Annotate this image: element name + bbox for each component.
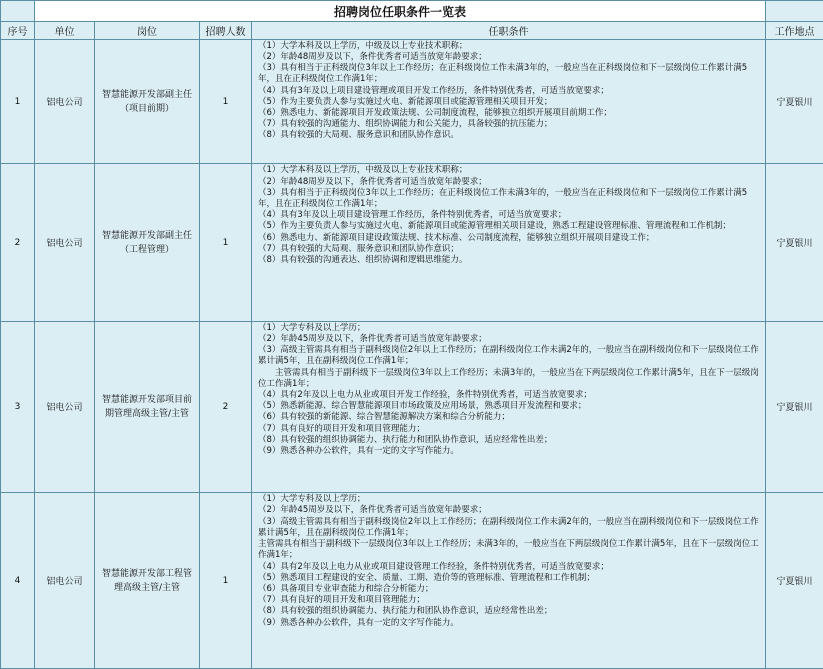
requirement-line: （3）具有相当于正科级岗位3年以上工作经历；在正科级岗位工作未满3年的，一般应当在正科级岗位和下一层级岗位工作累计满5年，且在正科级岗位工作满1年； (258, 63, 748, 85)
requirement-line: （8）具有较强的组织协调能力、执行能力和团队协作意识，适应经常性出差； (258, 606, 553, 617)
requirement-line: 主管需具有相当于副科级下一层级岗位3年以上工作经历；未满3年的，一般应当在下两层级岗位工作累计满5年，且在下一层级岗位工作满1年； (258, 539, 759, 561)
title-left-blank (1, 1, 35, 22)
header-count: 招聘人数 (200, 22, 252, 39)
row-position: 智慧能源开发部副主任（工程管理） (95, 164, 200, 321)
row-location: 宁夏银川 (766, 164, 823, 321)
table-row (1, 39, 823, 164)
row-unit: 铝电公司 (35, 39, 95, 164)
requirement-line: （6）具备项目专业审查能力和综合分析能力； (258, 583, 434, 594)
row-location: 宁夏银川 (766, 321, 823, 493)
requirement-line: （4）具有3年及以上项目建设管理或项目开发工作经历，条件特别优秀者，可适当放宽要求； (258, 85, 609, 96)
row-unit: 铝电公司 (35, 321, 95, 493)
table-row (1, 493, 823, 669)
requirement-line: （7）具有良好的项目开发和项目管理能力； (258, 423, 425, 434)
header-unit: 单位 (35, 22, 95, 39)
requirement-line: （2）年龄45周岁及以下，条件优秀者可适当放宽年龄要求； (258, 333, 487, 344)
requirement-line: （7）具有较强的沟通能力、组织协调能力和公关能力，具备较强的抗压能力； (258, 119, 553, 130)
title-right-blank (766, 1, 823, 22)
header-position: 岗位 (95, 22, 200, 39)
header-requirements: 任职条件 (252, 22, 766, 39)
title-row (1, 1, 823, 22)
row-count: 1 (200, 164, 252, 321)
row-no: 1 (1, 39, 35, 164)
requirement-line: （1）大学本科及以上学历，中级及以上专业技术职称； (258, 40, 468, 51)
requirement-line: （2）年龄45周岁及以下，条件优秀者可适当放宽年龄要求； (258, 505, 487, 516)
requirement-line: （3）高级主管需具有相当于副科级岗位2年以上工作经历；在副科级岗位工作未满2年的，一般应当在副科级岗位和下一层级岗位工作累计满5年，且在副科级岗位工作满1年； (258, 345, 759, 367)
requirement-line: （3）具有相当于正科级岗位3年以上工作经历；在正科级岗位工作未满3年的，一般应当在正科级岗位和下一层级岗位工作累计满5年，且在正科级岗位工作满1年； (258, 187, 748, 210)
requirement-line: （6）具有较强的新能源、综合智慧能源解决方案和综合分析能力； (258, 412, 510, 423)
requirement-line: （7）具有较强的大局观、服务意识和团队协作意识； (258, 243, 459, 254)
requirement-line: （5）作为主要负责人参与实施过火电、新能源项目或能源管理相关项目建设，熟悉工程建设管理标准、管理流程和工作机制； (258, 221, 731, 232)
requirement-line: （5）熟悉项目工程建设的安全、质量、工期、造价等的管理标准、管理流程和工作机制； (258, 572, 595, 583)
requirement-line: （8）具有较强的大局观、服务意识和团队协作意识。 (258, 130, 459, 141)
row-requirements (252, 493, 766, 669)
row-requirements (252, 321, 766, 493)
row-unit: 铝电公司 (35, 493, 95, 669)
row-location: 宁夏银川 (766, 39, 823, 164)
table-row (1, 164, 823, 321)
requirement-line: 主管需具有相当于副科级下一层级岗位3年以上工作经历；未满3年的，一般应当在下两层级岗位工作累计满5年，且在下一层级岗位工作满1年； (258, 367, 759, 389)
row-unit: 铝电公司 (35, 164, 95, 321)
requirement-line: （6）熟悉电力、新能源项目开发政策法规、公司制度流程，能够独立组织开展项目前期工作； (258, 108, 612, 119)
table-title: 招聘岗位任职条件一览表 (35, 1, 766, 22)
requirement-line: （9）熟悉各种办公软件，具有一定的文字写作能力。 (258, 445, 459, 456)
row-no: 2 (1, 164, 35, 321)
requirement-line: （2）年龄48周岁及以下，条件优秀者可适当放宽年龄要求； (258, 176, 487, 187)
requirement-line: （4）具有2年及以上电力从业或项目开发工作经验，条件特别优秀者，可适当放宽要求； (258, 389, 592, 400)
row-position: 智慧能源开发部副主任（项目前期） (95, 39, 200, 164)
row-no: 3 (1, 321, 35, 493)
requirement-line: （1）大学本科及以上学历，中级及以上专业技术职称； (258, 165, 468, 176)
requirement-line: （8）具有较强的组织协调能力、执行能力和团队协作意识，适应经常性出差； (258, 434, 553, 445)
requirement-line: （2）年龄48周岁及以下，条件优秀者可适当放宽年龄要求； (258, 52, 487, 62)
row-count: 2 (200, 321, 252, 493)
requirement-line: （1）大学专科及以上学历； (258, 494, 366, 505)
requirement-line: （5）熟悉新能源、综合智慧能源项目市场政策及应用场景，熟悉项目开发流程和要求； (258, 401, 587, 412)
row-position: 智慧能源开发部工程管理高级主管/主管 (95, 493, 200, 669)
row-count: 1 (200, 39, 252, 164)
requirement-line: （4）具有2年及以上电力从业或项目建设管理工作经验，条件特别优秀者，可适当放宽要求； (258, 561, 609, 572)
requirement-line: （8）具有较强的沟通表达、组织协调和逻辑思维能力。 (258, 255, 468, 266)
row-count: 1 (200, 493, 252, 669)
row-position: 智慧能源开发部项目前期管理高级主管/主管 (95, 321, 200, 493)
row-location: 宁夏银川 (766, 493, 823, 669)
requirement-line: （4）具有3年及以上项目建设管理工作经历，条件特别优秀者，可适当放宽要求； (258, 210, 567, 221)
header-location: 工作地点 (766, 22, 823, 39)
table-row (1, 321, 823, 493)
header-row (1, 22, 823, 39)
header-no: 序号 (1, 22, 35, 39)
requirement-line: （7）具有良好的项目开发和项目管理能力； (258, 595, 425, 606)
row-no: 4 (1, 493, 35, 669)
requirement-line: （6）熟悉电力、新能源项目建设政策法规、技术标准、公司制度流程，能够独立组织开展项目建设工作； (258, 232, 655, 243)
row-requirements (252, 164, 766, 321)
row-requirements (252, 39, 766, 164)
requirement-line: （9）熟悉各种办公软件，具有一定的文字写作能力。 (258, 617, 459, 628)
requirement-line: （3）高级主管需具有相当于副科级岗位2年以上工作经历；在副科级岗位工作未满2年的，一般应当在副科级岗位和下一层级岗位工作累计满5年，且在副科级岗位工作满1年； (258, 516, 759, 538)
requirement-line: （1）大学专科及以上学历； (258, 322, 366, 333)
requirement-line: （5）作为主要负责人参与实施过火电、新能源项目或能源管理相关项目开发； (258, 96, 553, 107)
